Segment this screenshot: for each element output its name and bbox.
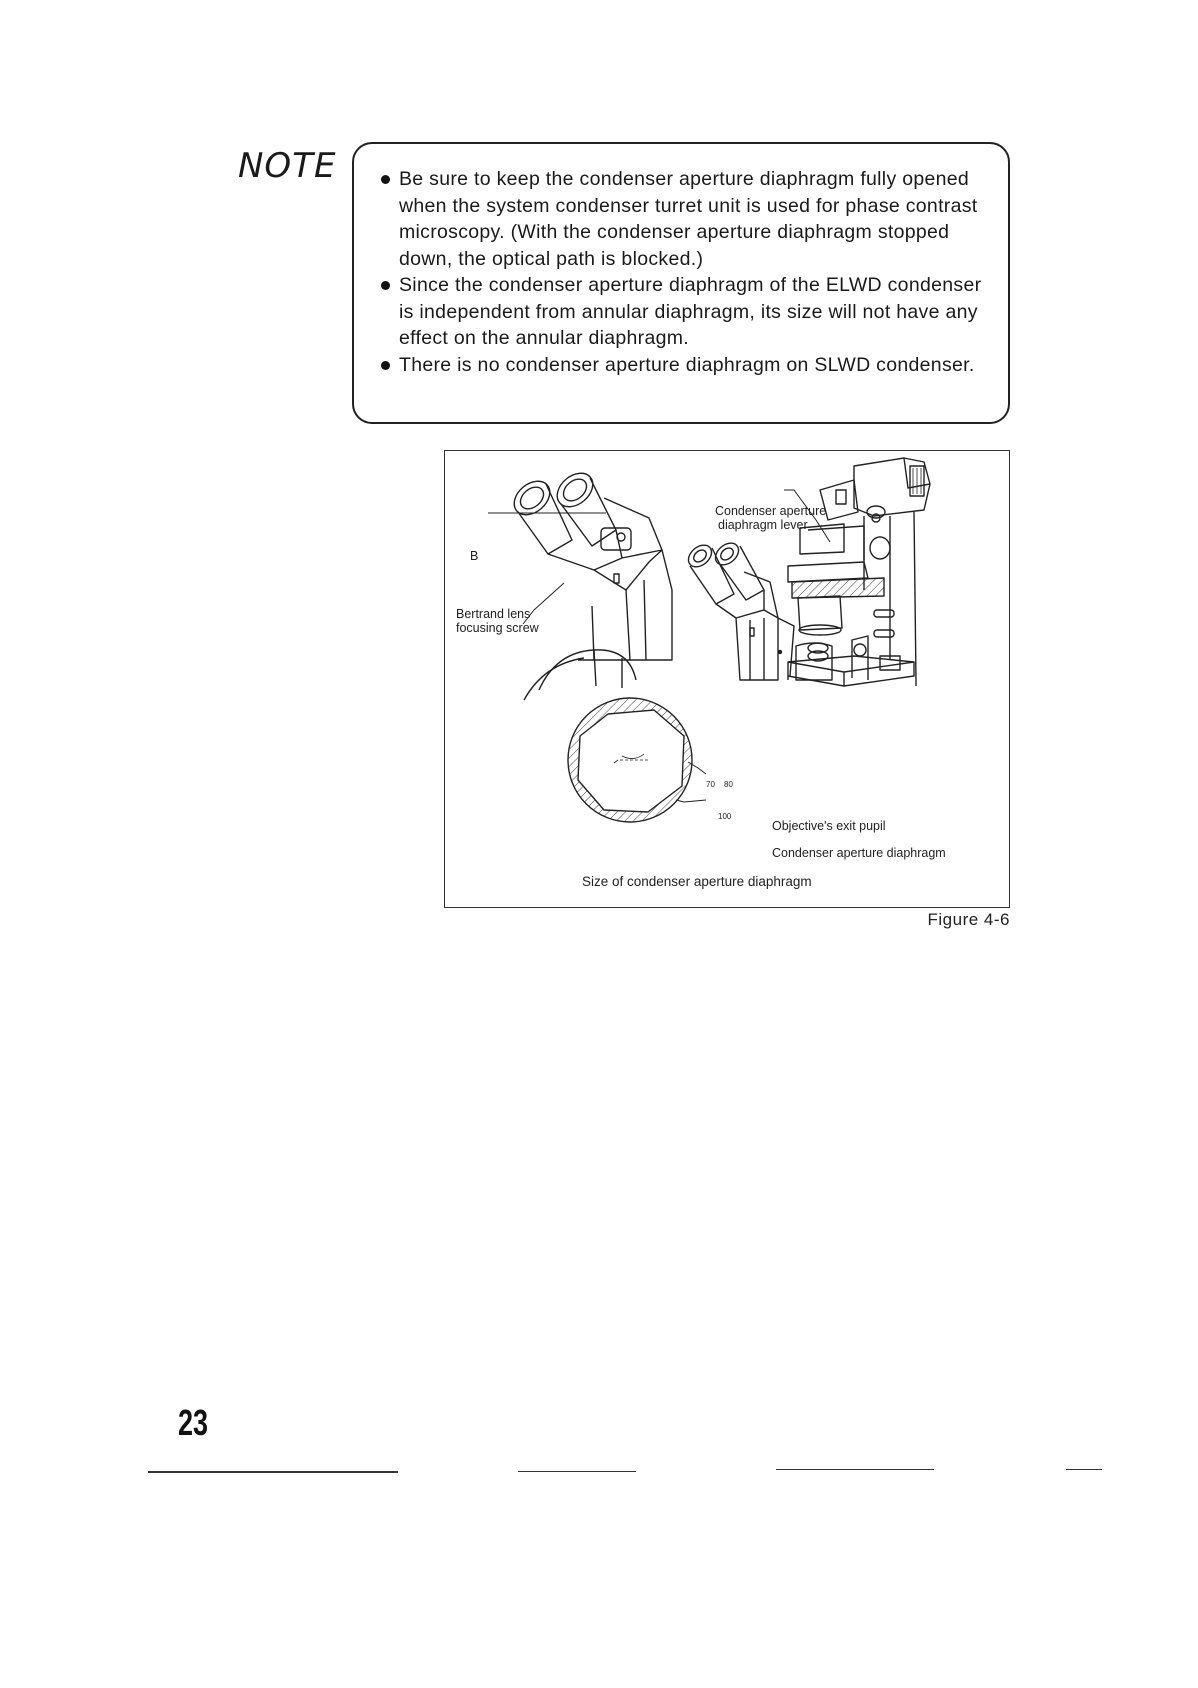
figure-number: Figure 4-6 xyxy=(927,910,1010,929)
note-item: Be sure to keep the condenser aperture diaphragm fully opened when the system condenser turret unit is used for phase contrast microscopy. (With the condenser aperture diaphragm stopped down, the optical path is blocked.) xyxy=(380,166,992,272)
bottom-rule xyxy=(148,1471,398,1473)
scale-label-80: 80 xyxy=(724,780,733,789)
callout-bertrand-line1: Bertrand lens xyxy=(456,607,531,621)
note-heading: NOTE xyxy=(238,146,337,186)
note-item: There is no condenser aperture diaphragm on SLWD condenser. xyxy=(380,352,992,379)
callout-b: B xyxy=(470,549,479,563)
bottom-rule xyxy=(518,1471,636,1472)
scale-label-70: 70 xyxy=(706,780,715,789)
note-list xyxy=(380,166,992,378)
left-eyepieces xyxy=(508,466,662,570)
page-number: 23 xyxy=(178,1402,209,1443)
figure-caption: Size of condenser aperture diaphragm xyxy=(582,874,812,889)
callout-bertrand-line2: focusing screw xyxy=(456,621,539,635)
left-body xyxy=(524,528,672,700)
callout-lever-line1: Condenser aperture xyxy=(715,504,827,518)
right-microscope xyxy=(684,458,930,686)
callout-exit-pupil: Objective's exit pupil xyxy=(772,819,886,833)
bottom-rule xyxy=(1066,1469,1102,1470)
scale-label-100: 100 xyxy=(718,812,732,821)
pupil-diagram xyxy=(568,698,692,822)
callout-condenser-diaphragm: Condenser aperture diaphragm xyxy=(772,846,946,860)
note-item: Since the condenser aperture diaphragm of the ELWD condenser is independent from annular diaphragm, its size will not have any effect on the annular diaphragm. xyxy=(380,272,992,352)
bottom-rule xyxy=(776,1469,934,1470)
callout-lever-line2: diaphragm lever xyxy=(718,518,808,532)
